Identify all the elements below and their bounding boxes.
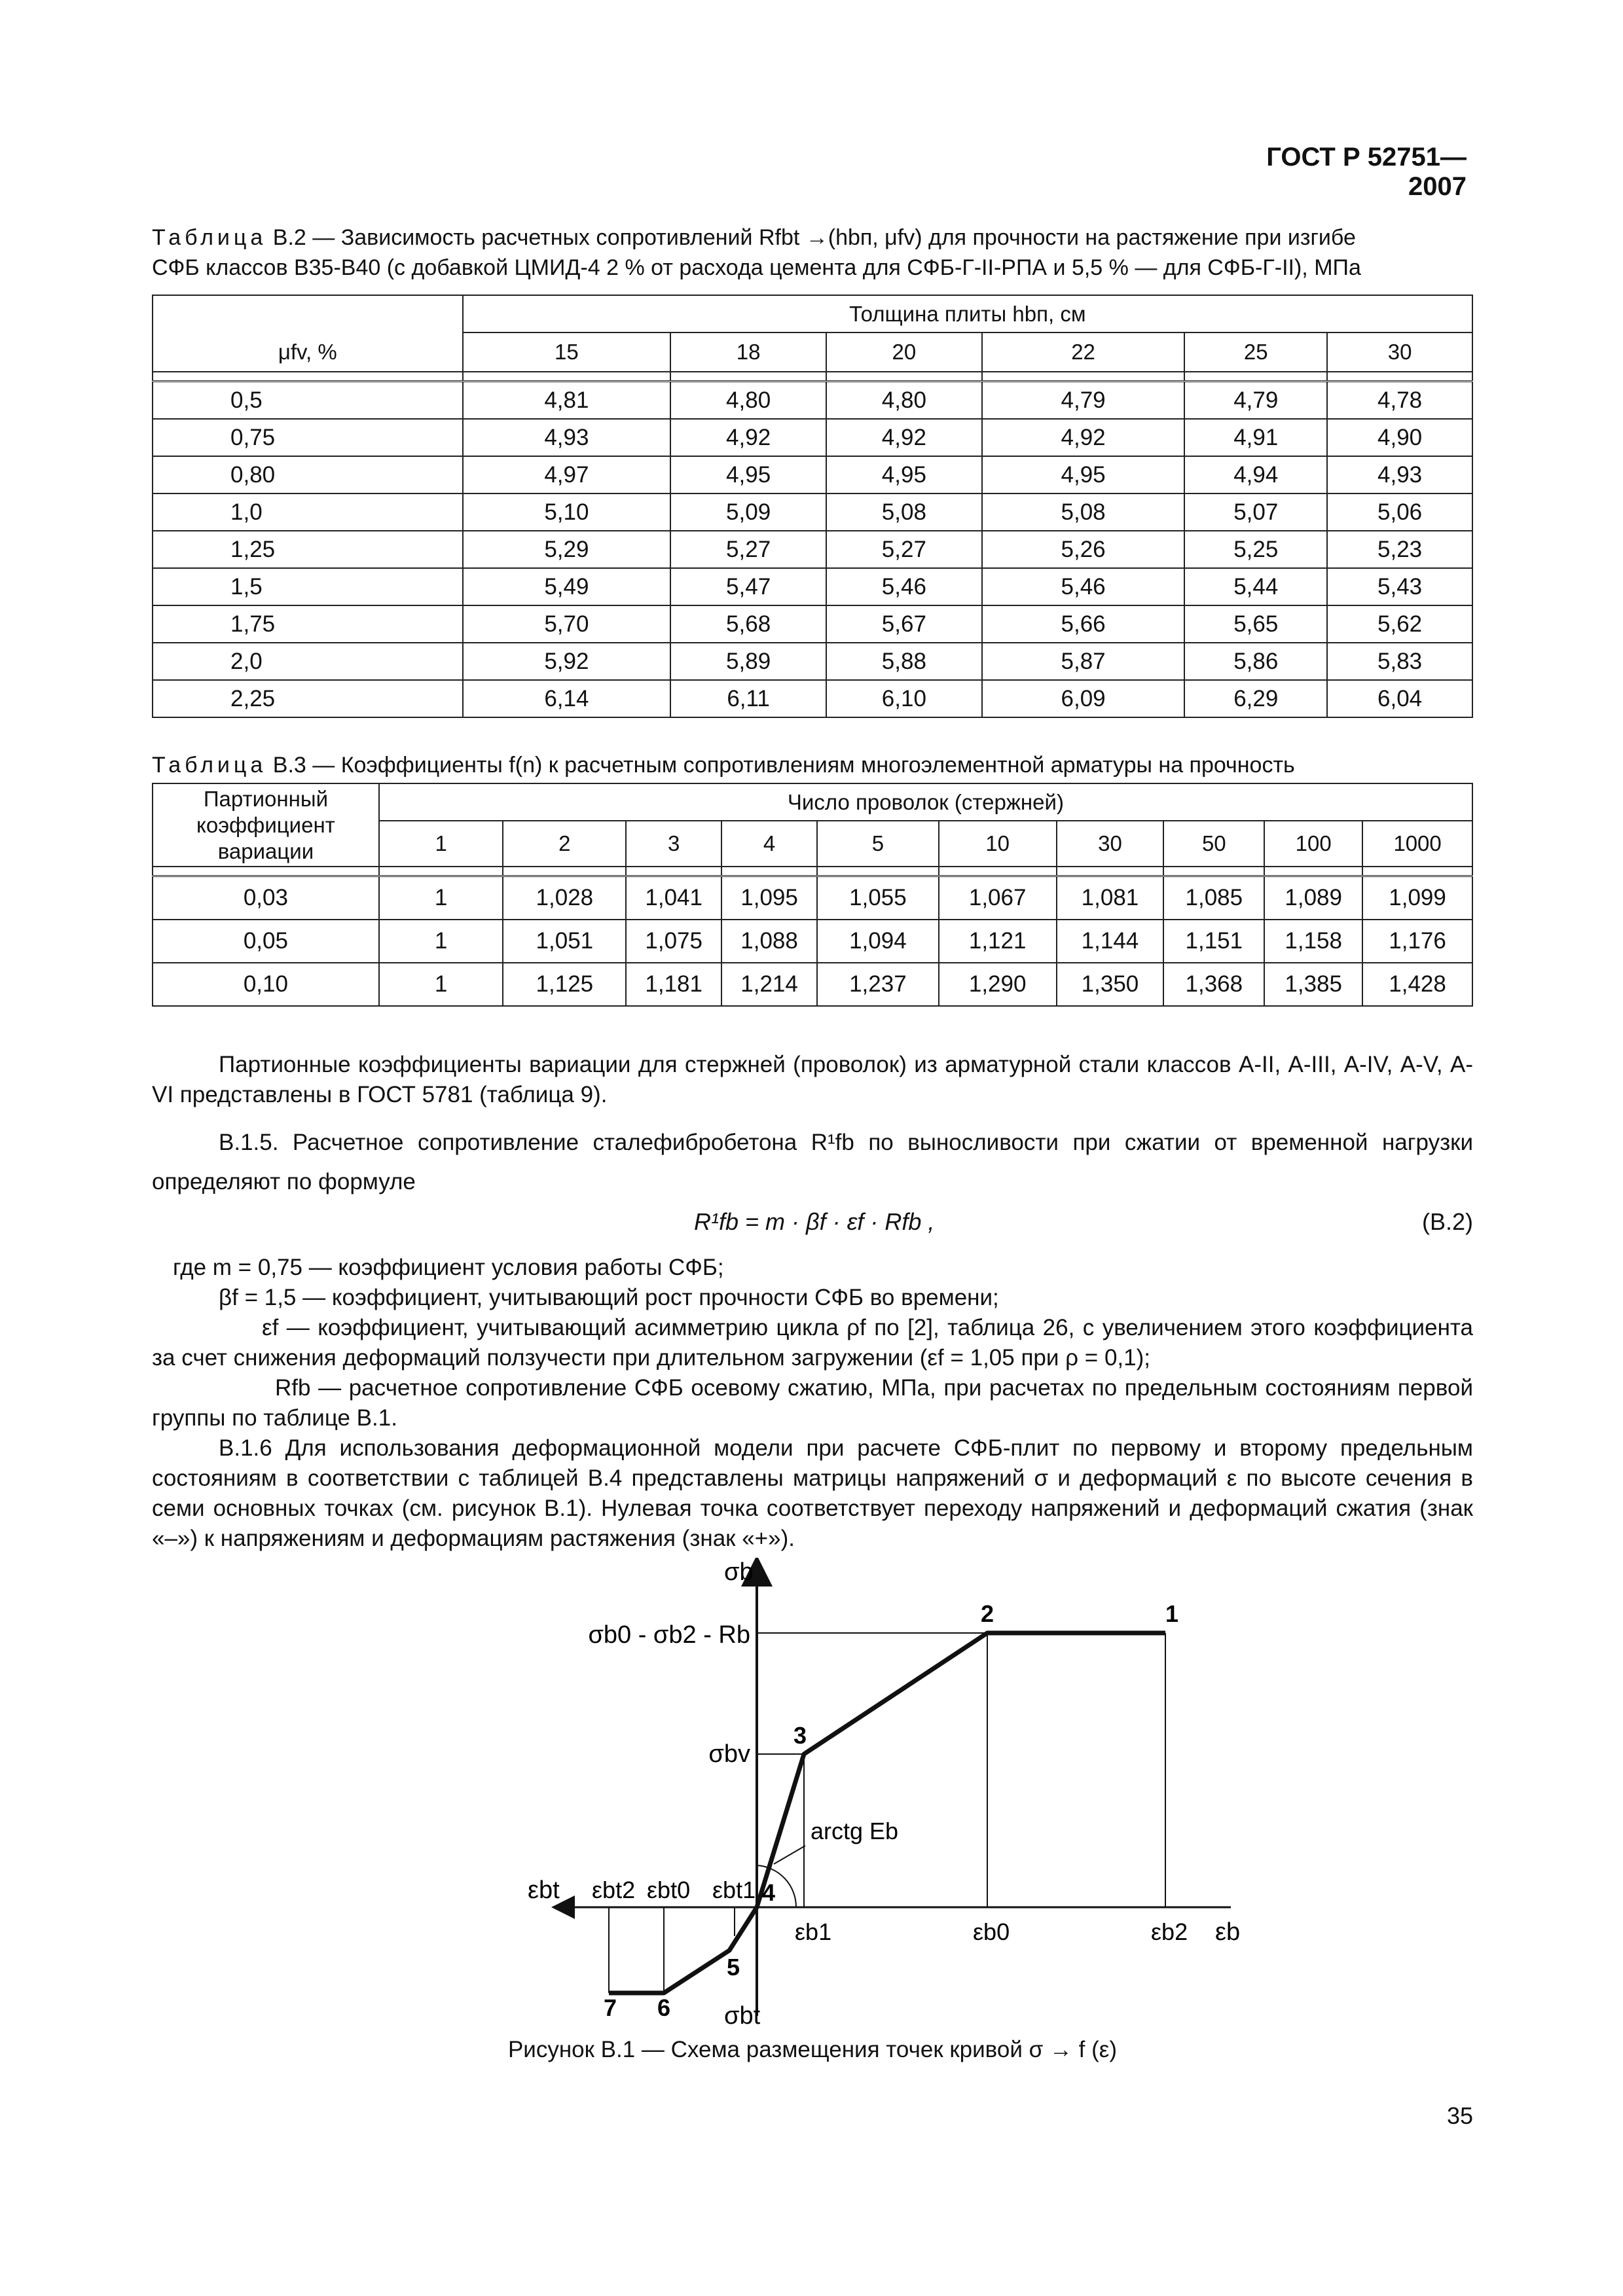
- table2-col-header: 22: [982, 332, 1185, 372]
- table2-cell: 5,49: [463, 568, 671, 605]
- table2-cell: 5,66: [982, 605, 1185, 643]
- table3-row-label: 0,03: [153, 876, 379, 920]
- table2-cell: 5,68: [670, 605, 826, 643]
- paragraph-variation: Партионные коэффициенты вариации для стержней (проволок) из арматурной стали классов А-II, А-III, А-IV, А-V, А-VI представлены в ГОСТ 5781 (таблица 9).: [152, 1052, 1473, 1107]
- table2-cell: 5,09: [670, 493, 826, 531]
- table2-row-label: 1,5: [153, 568, 463, 605]
- label-sigma-bv: σbv: [708, 1740, 750, 1768]
- table3-col-header: 100: [1264, 821, 1362, 867]
- table2-cell: 5,23: [1327, 531, 1472, 568]
- table2-cell: 4,95: [670, 456, 826, 493]
- table2-cell: 4,95: [982, 456, 1185, 493]
- table3-cell: 1,089: [1264, 876, 1362, 920]
- table2-cell: 5,65: [1184, 605, 1327, 643]
- table2-cell: 5,27: [670, 531, 826, 568]
- table2-cell: 4,93: [1327, 456, 1472, 493]
- table3-cell: 1,095: [721, 876, 817, 920]
- table-row: [153, 382, 1472, 420]
- point-label: 4: [762, 1879, 776, 1906]
- table-row: [153, 456, 1472, 493]
- label-eps-bt0: εbt0: [647, 1876, 691, 1903]
- table2-thickness-header: Толщина плиты hbп, см: [463, 295, 1472, 332]
- table-row: [153, 531, 1472, 568]
- label-eps-b: εb: [1215, 1918, 1241, 1946]
- table3-cell: 1,051: [503, 920, 626, 963]
- table3-cell: 1,041: [626, 876, 721, 920]
- table3-cell: 1,099: [1362, 876, 1472, 920]
- label-sigma-bt: σbt: [724, 2002, 761, 2029]
- table2-cell: 4,80: [826, 382, 982, 420]
- where-line-beta: βf = 1,5 — коэффициент, учитывающий рост прочности СФБ во времени;: [219, 1285, 999, 1310]
- table2-cell: 5,87: [982, 643, 1185, 680]
- label-eps-b0: εb0: [973, 1918, 1010, 1945]
- document-code: ГОСТ Р 52751—2007: [1266, 143, 1467, 201]
- table2-cell: 4,90: [1327, 419, 1472, 456]
- table2-cell: 4,78: [1327, 382, 1472, 420]
- table2-col-header: 25: [1184, 332, 1327, 372]
- table-row: [153, 493, 1472, 531]
- figure-caption: Рисунок В.1 — Схема размещения точек кривой σ → f (ε): [507, 2037, 1118, 2062]
- table2-row-label: 2,25: [153, 680, 463, 717]
- table2-cell: 4,80: [670, 382, 826, 420]
- table2-cell: 4,92: [826, 419, 982, 456]
- table2-cell: 6,29: [1184, 680, 1327, 717]
- table2-cell: 5,29: [463, 531, 671, 568]
- table3-col-header: 10: [939, 821, 1057, 867]
- table3-col-header: 2: [503, 821, 626, 867]
- point-label: 7: [604, 1994, 617, 2021]
- table3-col-header: 1: [379, 821, 503, 867]
- table2-cell: 5,86: [1184, 643, 1327, 680]
- table3-cell: 1,350: [1057, 963, 1164, 1006]
- table3-cell: 1: [379, 963, 503, 1006]
- table2-cell: 5,67: [826, 605, 982, 643]
- table2-row-label: 1,75: [153, 605, 463, 643]
- point-label: 2: [981, 1600, 994, 1627]
- where-line-rfb: Rfb — расчетное сопротивление СФБ осевому сжатию, МПа, при расчетах по предельным состояниям первой группы по таблице В.1.: [152, 1375, 1473, 1431]
- table2-cell: 5,25: [1184, 531, 1327, 568]
- table3-cell: 1,067: [939, 876, 1057, 920]
- table2-cell: 6,11: [670, 680, 826, 717]
- table2-cell: 5,26: [982, 531, 1185, 568]
- table3-cell: 1,385: [1264, 963, 1362, 1006]
- table3-row-label: 0,05: [153, 920, 379, 963]
- table2-cell: 5,46: [982, 568, 1185, 605]
- table2-caption: [152, 223, 1473, 283]
- table2-caption-line1: В.2 — Зависимость расчетных сопротивлений Rfbt →(hbп, μfv) для прочности на растяжение при изгибе: [272, 225, 1356, 250]
- table3-cell: 1,055: [817, 876, 939, 920]
- where-line-eps: εf — коэффициент, учитывающий асимметрию цикла ρf по [2], таблица 26, с увеличением этого коэффициента за счет снижения деформаций ползучести при длительном загружении (εf = 1,05 при ρ = 0,1);: [152, 1315, 1473, 1371]
- label-eps-bt: εbt: [528, 1876, 560, 1904]
- label-eps-b2: εb2: [1151, 1918, 1188, 1945]
- figure-b1: [511, 1558, 1244, 2029]
- table3-col-header: 50: [1163, 821, 1264, 867]
- formula-b2: R¹fb = m · βf · εf · Rfb ,: [694, 1208, 935, 1235]
- table2-cell: 4,81: [463, 382, 671, 420]
- table2-caption-label: Таблица: [152, 225, 267, 250]
- table-row: [153, 920, 1472, 963]
- formula-number: (В.2): [1421, 1208, 1473, 1235]
- table2-cell: 5,88: [826, 643, 982, 680]
- table3-cell: 1,121: [939, 920, 1057, 963]
- table3-col-header: 1000: [1362, 821, 1472, 867]
- label-eps-b1: εb1: [795, 1918, 832, 1945]
- table2-row-label: 2,0: [153, 643, 463, 680]
- table3-cell: 1,237: [817, 963, 939, 1006]
- table2-col-header: 30: [1327, 332, 1472, 372]
- table3-cell: 1,075: [626, 920, 721, 963]
- table2-row-label: 0,5: [153, 382, 463, 420]
- table2-cell: 4,91: [1184, 419, 1327, 456]
- table3-cell: 1,158: [1264, 920, 1362, 963]
- label-sigma-b: σb: [724, 1558, 754, 1586]
- table3-cell: 1,176: [1362, 920, 1472, 963]
- table2-cell: 4,93: [463, 419, 671, 456]
- table2-cell: 6,14: [463, 680, 671, 717]
- table-row: [153, 963, 1472, 1006]
- table3-cell: 1,290: [939, 963, 1057, 1006]
- table2-cell: 4,95: [826, 456, 982, 493]
- table2-cell: 5,44: [1184, 568, 1327, 605]
- table2-cell: 5,47: [670, 568, 826, 605]
- table2-cell: 4,79: [982, 382, 1185, 420]
- table2-cell: 6,04: [1327, 680, 1472, 717]
- table3-cell: 1,368: [1163, 963, 1264, 1006]
- point-label: 1: [1165, 1600, 1179, 1627]
- table3-cell: 1,151: [1163, 920, 1264, 963]
- table2-cell: 5,27: [826, 531, 982, 568]
- table3-cell: 1,144: [1057, 920, 1164, 963]
- table3-cell: 1,125: [503, 963, 626, 1006]
- table2-cell: 5,06: [1327, 493, 1472, 531]
- label-eps-bt1: εbt1: [712, 1876, 756, 1903]
- table2-cell: 5,43: [1327, 568, 1472, 605]
- label-sigma-b0: σb0 - σb2 - Rb: [588, 1621, 750, 1649]
- table3-col-header: 3: [626, 821, 721, 867]
- table3-first-header: Партионный коэффициент вариации: [153, 783, 379, 867]
- table2-row-label: 1,25: [153, 531, 463, 568]
- table2-cell: 5,08: [982, 493, 1185, 531]
- table-row: [153, 643, 1472, 680]
- table2-cell: 5,62: [1327, 605, 1472, 643]
- table2-col-header: 15: [463, 332, 671, 372]
- stress-strain-curve: [609, 1633, 1165, 1993]
- table3-caption: [152, 750, 1473, 780]
- table3-col-header: 30: [1057, 821, 1164, 867]
- where-line-m: где m = 0,75 — коэффициент условия работы СФБ;: [173, 1255, 724, 1280]
- label-eps-bt2: εbt2: [592, 1876, 636, 1903]
- table3-row-label: 0,10: [153, 963, 379, 1006]
- table2-cell: 4,92: [982, 419, 1185, 456]
- table2-cell: 6,09: [982, 680, 1185, 717]
- table3-cell: 1,428: [1362, 963, 1472, 1006]
- table2-cell: 5,89: [670, 643, 826, 680]
- table2-cell: 4,79: [1184, 382, 1327, 420]
- paragraph-b16: В.1.6 Для использования деформационной модели при расчете СФБ-плит по первому и второму предельным состояниям в соответствии с таблицей В.4 представлены матрицы напряжений σ и деформаций ε по высоте сечения в семи основных точках (см. рисунок В.1). Нулевая точка соответствует переходу напряжений и деформаций сжатия (знак «–») к напряжениям и деформациям растяжения (знак «+»).: [152, 1435, 1473, 1551]
- arctg-leader: [774, 1846, 805, 1864]
- table2-cell: 4,92: [670, 419, 826, 456]
- table2-cell: 5,08: [826, 493, 982, 531]
- label-arctg: arctg Eb: [811, 1818, 899, 1844]
- table3-group-header: Число проволок (стержней): [379, 783, 1472, 821]
- table2-caption-line2: СФБ классов В35-В40 (с добавкой ЦМИД-4 2 % от расхода цемента для СФБ-Г-II-РПА и 5,5 % — для СФБ-Г-II), МПа: [152, 255, 1361, 280]
- page-number: 35: [1446, 2102, 1473, 2129]
- paragraph-b15: В.1.5. Расчетное сопротивление сталефибробетона R¹fb по выносливости при сжатии от временной нагрузки определяют по формуле: [152, 1130, 1473, 1194]
- table3-cell: 1,088: [721, 920, 817, 963]
- table3-cell: 1,181: [626, 963, 721, 1006]
- table2-col-header: 20: [826, 332, 982, 372]
- table2-row-label: 0,80: [153, 456, 463, 493]
- table3-cell: 1,081: [1057, 876, 1164, 920]
- table2-cell: 5,10: [463, 493, 671, 531]
- table-row: [153, 680, 1472, 717]
- table2-cell: 5,83: [1327, 643, 1472, 680]
- table2-cell: 5,92: [463, 643, 671, 680]
- table2-row-label: 1,0: [153, 493, 463, 531]
- table3-caption-label: Таблица: [152, 753, 267, 778]
- table2-cell: 5,70: [463, 605, 671, 643]
- table2-row-label: 0,75: [153, 419, 463, 456]
- table-b2: [152, 295, 1473, 718]
- table3-cell: 1: [379, 920, 503, 963]
- table3-caption-text: В.3 — Коэффициенты f(n) к расчетным сопротивлениям многоэлементной арматуры на прочность: [272, 753, 1295, 778]
- table3-cell: 1,085: [1163, 876, 1264, 920]
- table2-cell: 4,94: [1184, 456, 1327, 493]
- table-row: [153, 568, 1472, 605]
- table-row: [153, 876, 1472, 920]
- point-label: 3: [793, 1722, 807, 1749]
- table-b3: [152, 783, 1473, 1007]
- table2-cell: 5,07: [1184, 493, 1327, 531]
- point-label: 6: [657, 1994, 671, 2021]
- table3-cell: 1,214: [721, 963, 817, 1006]
- table2-col-header: 18: [670, 332, 826, 372]
- table-row: [153, 419, 1472, 456]
- table2-mu-header: μfv, %: [153, 332, 463, 372]
- table3-cell: 1,028: [503, 876, 626, 920]
- point-label: 5: [727, 1954, 740, 1981]
- table-row: [153, 605, 1472, 643]
- table2-cell: 6,10: [826, 680, 982, 717]
- table3-col-header: 4: [721, 821, 817, 867]
- table3-cell: 1: [379, 876, 503, 920]
- table3-col-header: 5: [817, 821, 939, 867]
- table3-cell: 1,094: [817, 920, 939, 963]
- table2-cell: 5,46: [826, 568, 982, 605]
- table2-cell: 4,97: [463, 456, 671, 493]
